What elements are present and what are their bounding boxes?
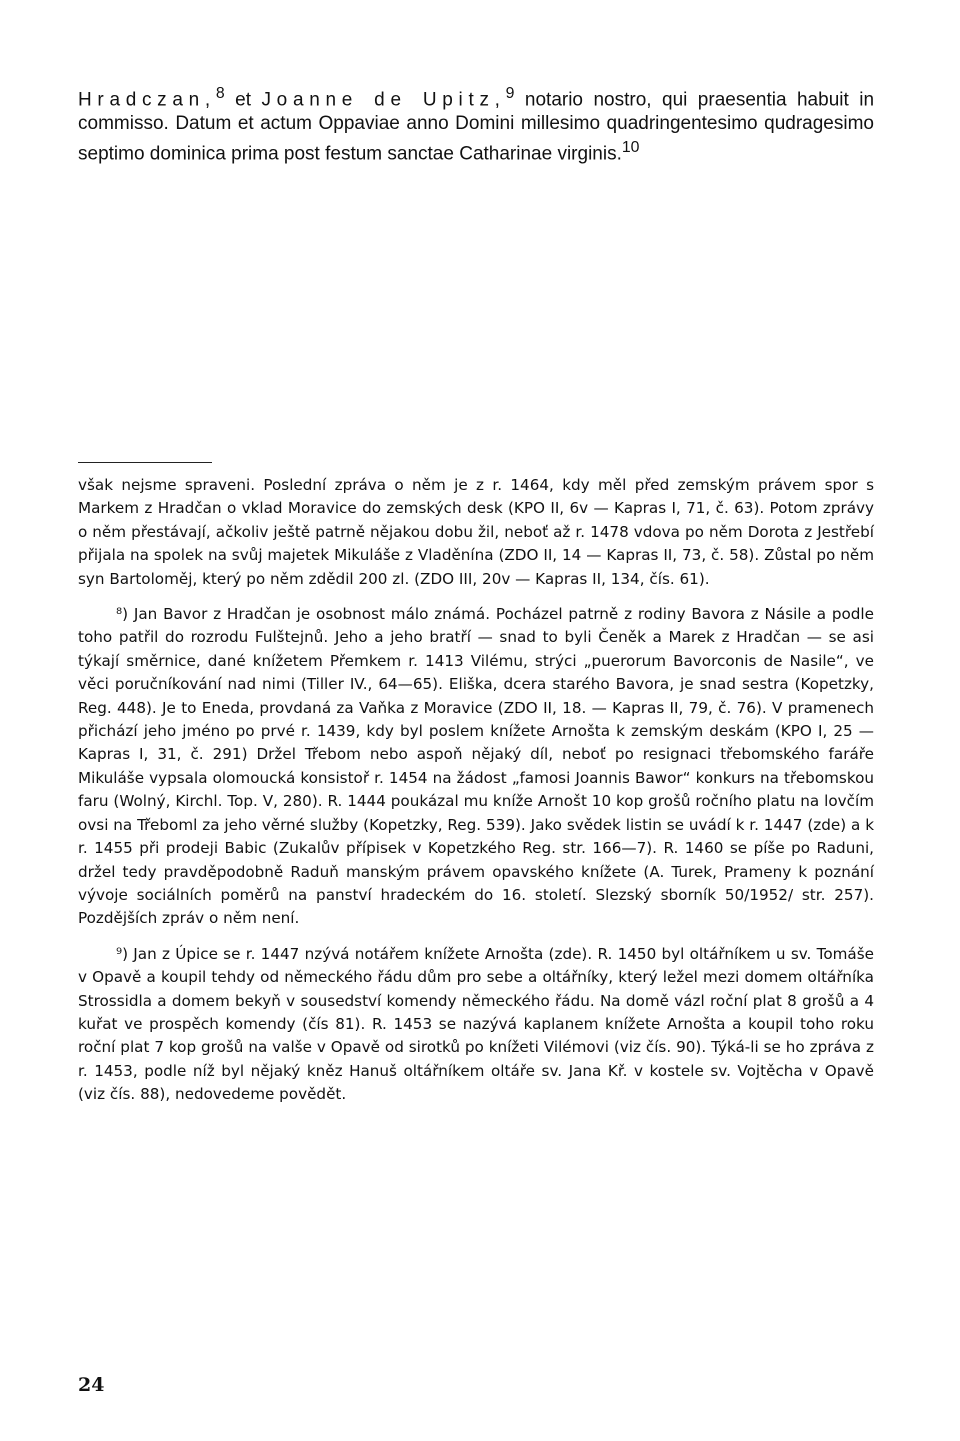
footnote-separator xyxy=(78,462,212,463)
footnote-7-continued: však nejsme spraveni. Poslední zpráva o něm je z r. 1464, kdy měl před zemským právem spor s Markem z Hradčan o vklad Moravice do zemských desk (KPO II, 6v — Kapras I, 71, č. 63). Potom zprávy o něm přestávají, ačkoliv ještě patrně nějakou dobu žil, neboť až r. 1478 vdova po něm Dorota z Jestřebí přijala na spolek na svůj majetek Mikuláše z Vladěnína (ZDO II, 14 — Kapras II, 73, č. 58). Zůstal po něm syn Bartoloměj, který po něm zdědil 200 zl. (ZDO III, 20v — Kapras II, 134, čís. 61). xyxy=(78,476,874,588)
footnote-9: ⁹) Jan z Úpice se r. 1447 nzývá notářem knížete Arnošta (zde). R. 1450 byl oltářníkem u sv. Tomáše v Opavě a koupil tehdy od německého řádu dům pro sebe a oltářníky, který ležel mezi domem oltářníka Strossidla a domem bekyň v sousedství komendy německého řádu. Na domě vázl roční plat 8 grošů a 4 kuřat ve prospěch komendy (čís 81). R. 1453 se nazývá kaplanem knížete Arnošta a koupil toho roku roční plat 7 kop grošů na valše v Opavě od sirotků po knížeti Vilémovi (viz čís. 90). Týká-li se ho zpráva z r. 1453, podle níž byl nějaký kněz Hanuš oltářníkem oltáře sv. Jana Kř. v kostele sv. Vojtěcha v Opavě (viz čís. 88), nedovedeme povědět. xyxy=(78,944,874,1104)
footnote-8: ⁸) Jan Bavor z Hradčan je osobnost málo známá. Pocházel patrně z rodiny Bavora z Násile a podle toho patřil do rozrodu Fulštejnů. Jeho a jeho bratří — snad to byli Čeněk a Marek z Hradčan — se asi týkají směrnice, dané knížetem Přemkem r. 1413 Vilému, strýci „puerorum Bavorconis de Nasile“, ve věci poručníkování nad nimi (Tiller IV., 64—65). Eliška, dcera starého Bavora, je snad sestra (Kopetzky, Reg. 448). Je to Eneda, provdaná za Vaňka z Moravice (ZDO II, 18. — Kapras II, 79, č. 76). V pramenech přichází jeho jméno po prvé r. 1439, kdy byl poslem knížete Arnošta k zemským deskám (KPO I, 25 — Kapras I, 31, č. 291) Držel Třebom nebo aspoň nějaký díl, neboť po resignaci třebomského faráře Mikuláše vypsala olomoucká konsistoř r. 1454 na žádost „famosi Joannis Bawor“ konkurs na třebomskou faru (Wolný, Kirchl. Top. V, 280). R. 1444 poukázal mu kníže Arnošt 10 kop grošů ročního platu na lovčím ovsi na Třeboml za jeho věrné služby (Kopetzky, Reg. 539). Jako svědek listin se uvádí k r. 1447 (zde) a k r. 1455 při prodeji Babic (Zukalův přípisek v Kopetzkého Reg. str. 166—7). R. 1460 se píše po Raduni, držel tedy pravděpodobně Raduň manským právem opavského knížete (A. Turek, Prameny k poznání vývoje sociálních poměrů na panství hradeckém do 16. století. Slezský sborník 50/1952/ str. 257). Pozdějších zpráv o něm není. xyxy=(78,605,874,928)
page-number: 24 xyxy=(78,1374,105,1396)
main-text xyxy=(78,82,874,167)
footnotes xyxy=(78,474,874,1107)
name-hradczan: Hradczan, xyxy=(78,89,216,111)
name-joanne: Joanne de Upitz, xyxy=(261,89,506,111)
main-paragraph: Hradczan,$^8$ et Joanne de Upitz,$^9$ notario nostro, qui praesentia habuit in commisso. Datum et actum Oppaviae anno Domini millesimo quadringentesimo qudragesimo septimo dominica prima post festum sanctae Catharinae virginis.$^{10}$ xyxy=(78,85,875,165)
